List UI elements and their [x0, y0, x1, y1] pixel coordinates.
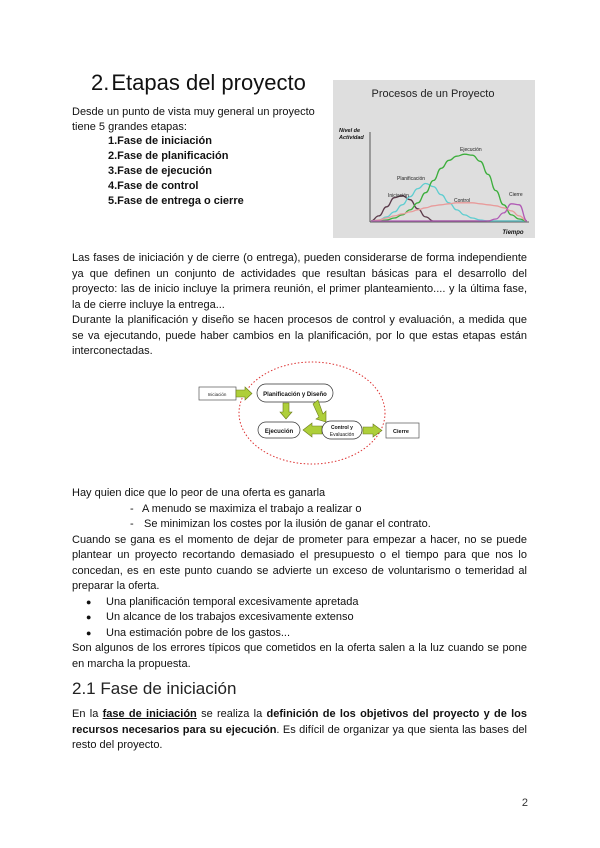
arrow-down-icon [280, 403, 292, 419]
text-span: En la [72, 708, 103, 720]
paragraph-text: Son algunos de los errores típicos que cometidos en la oferta salen a la luz cuando se pone en marcha la propuesta. [72, 642, 527, 670]
chart-background [333, 80, 535, 238]
paragraph-initiation [72, 707, 527, 754]
stage-item: 2.Fase de planificación [108, 150, 229, 162]
arrow-right-icon [236, 387, 252, 400]
chart-xlabel: Tiempo [502, 230, 524, 236]
control-label-1: Control y [331, 425, 353, 431]
bullet-item: ● Una estimación pobre de los gastos... [86, 626, 527, 642]
text-span: . Es difícil de organizar ya que sienta las bases del resto del proyecto. [72, 723, 527, 751]
start-label: Iniciación [207, 392, 227, 397]
paragraph-phases [72, 251, 527, 360]
paragraph-text: Las fases de iniciación y de cierre (o entrega), pueden considerarse de forma independiente ya que definen un conjunto de actividades que resultan básicas para el desarrollo del proyecto: las de inicio incluye la primera reunión, el primer planteamiento.... y la última fase, la de cierre incluye la entrega... [72, 252, 527, 311]
dash-item-text: A menudo se maximiza el trabajo a realizar o [142, 502, 362, 515]
arrow-left-icon [303, 423, 322, 437]
bullet-item: ● Un alcance de los trabajos excesivamente extenso [86, 610, 527, 626]
initiation-link[interactable]: fase de iniciación [102, 708, 197, 720]
paragraph-offer [72, 486, 527, 672]
flow-diagram [195, 360, 425, 470]
control-label-2: Evaluación [329, 432, 355, 438]
ylabel-line1: Nivel de [339, 128, 361, 134]
subsection-heading: 2.1 Fase de iniciación [72, 679, 237, 698]
page-number: 2 [521, 797, 528, 809]
plan-label: Planificación y Diseño [263, 392, 327, 398]
paragraph-text: Hay quien dice que lo peor de una oferta es ganarla [72, 487, 326, 499]
bullet-list [72, 595, 527, 642]
dotted-ellipse [239, 362, 385, 464]
heading-title: Etapas del proyecto [111, 70, 306, 95]
chart-title: Procesos de un Proyecto [371, 88, 495, 100]
bullet-item: ● Una planificación temporal excesivamente apretada [86, 595, 527, 611]
dash-item-text: Se minimizan los costes por la ilusión de ganar el contrato. [144, 518, 431, 530]
series-label-ejecucion: Ejecución [460, 147, 482, 153]
bold-text: definición de los objetivos del proyecto y de los recursos necesarios para su ejecución [72, 708, 528, 736]
heading-number: 2. [91, 70, 110, 95]
section-heading [91, 70, 306, 96]
process-chart [333, 80, 535, 238]
stage-item: 4.Fase de control [108, 180, 199, 192]
stage-item: 5.Fase de entrega o cierre [108, 195, 244, 207]
stage-list [108, 134, 244, 209]
dash-list [72, 502, 527, 533]
dash-item: - A menudo se maximiza el trabajo a realizar o [130, 502, 362, 515]
series-label-planificacion: Planificación [397, 176, 426, 182]
paragraph-text: Durante la planificación y diseño se hacen procesos de control y evaluación, a medida que se va ejecutando, puede haber cambios en la planificación, por lo que estas etapas están interconectadas. [72, 314, 527, 357]
dash-item: - Se minimizan los costes por la ilusión de ganar el contrato. [130, 518, 431, 530]
intro-text: Desde un punto de vista muy general un proyecto tiene 5 grandes etapas: [72, 106, 315, 133]
paragraph-text: Cuando se gana es el momento de dejar de prometer para empezar a hacer, no se puede plantear un proyecto recortando demasiado el presupuesto o el tiempo para que nos lo concedan, es en este punto cuando se advierte un exceso de voluntarismo o temeridad al preparar la oferta. [72, 533, 527, 592]
end-label: Cierre [393, 429, 409, 435]
series-label-cierre: Cierre [509, 192, 523, 198]
arrow-diagonal-icon [313, 400, 326, 422]
text-span: se realiza la [196, 708, 267, 720]
series-label-iniciacion: Iniciación [388, 193, 409, 199]
stage-item: 3.Fase de ejecución [108, 165, 212, 177]
arrow-right-icon [363, 424, 382, 437]
stage-item: 1.Fase de iniciación [108, 135, 212, 147]
ylabel-line2: Actividad [339, 135, 364, 141]
exec-label: Ejecución [264, 429, 294, 435]
series-label-control: Control [454, 198, 471, 204]
